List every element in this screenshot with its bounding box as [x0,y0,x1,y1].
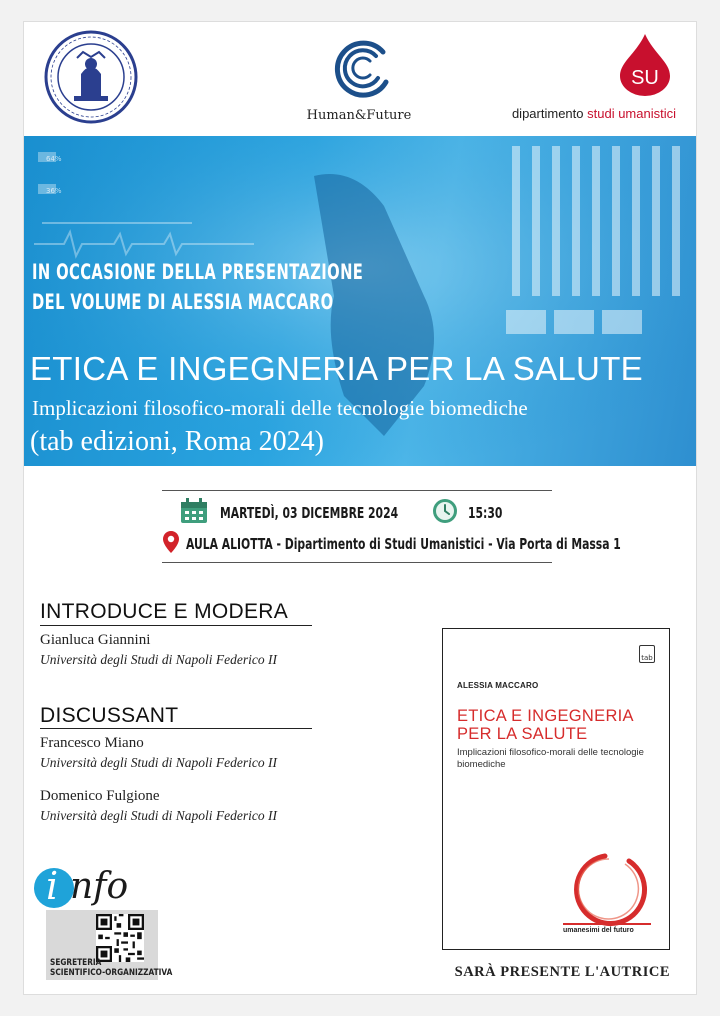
discussant-affiliation: Università degli Studi di Napoli Federico II [40,808,277,823]
info-letter: i [46,864,59,908]
info-caption [50,958,172,978]
introduce-rule [40,625,312,626]
info-panel [46,910,173,980]
book-subtitle: Implicazioni filosofico-morali delle tecnologie biomediche [457,747,644,770]
dipartimento-highlight: studi umanistici [587,106,676,121]
book-cover [442,628,670,950]
su-drop-icon [614,32,676,98]
hero-banner [24,136,696,466]
university-seal-icon [44,30,138,124]
location-pin-icon [162,530,180,554]
banner-line2: DEL VOLUME DI ALESSIA MACCARO [32,290,334,314]
introducer-name: Gianluca Giannini [40,632,151,648]
event-date: MARTEDÌ, 03 DICEMBRE 2024 [220,504,399,522]
human-future-logo [294,30,424,126]
banner-overlay-label: 36% [46,187,62,195]
banner-overlay-label: 64% [46,155,62,163]
enso-circle-icon [565,847,651,933]
dipartimento-prefix: dipartimento [511,106,584,121]
clock-icon [432,498,458,524]
banner-title: ETICA E INGEGNERIA PER LA SALUTE [30,350,643,387]
info-word: nfo [70,866,129,907]
discussant-name: Francesco Miano [40,735,144,751]
human-future-text: Human&Future [306,108,412,123]
book-title: ETICA E INGEGNERIA PER LA SALUTE [457,707,633,743]
date-bottom-rule [162,562,552,563]
event-place: AULA ALIOTTA - Dipartimento di Studi Umanistici - Via Porta di Massa 1 [186,535,621,553]
discussant-rule [40,728,312,729]
book-author: ALESSIA MACCARO [457,681,539,690]
author-presence-note: SARÀ PRESENTE L'AUTRICE [454,964,670,980]
info-block [34,864,174,982]
calendar-icon [180,498,208,524]
poster [24,22,696,994]
su-mark-text: SU [631,67,659,89]
banner-line1: IN OCCASIONE DELLA PRESENTAZIONE [32,260,364,284]
human-future-mark-icon [294,30,424,106]
tab-publisher-icon: tab [639,645,655,663]
banner-publisher: (tab edizioni, Roma 2024) [30,426,324,457]
qr-code-icon[interactable] [96,914,144,962]
date-top-rule [162,490,552,491]
banner-subtitle: Implicazioni filosofico-morali delle tecnologie biomediche [32,396,528,420]
discussant-affiliation: Università degli Studi di Napoli Federico II [40,755,277,770]
discussant-title: DISCUSSANT [40,704,179,727]
discussant-name: Domenico Fulgione [40,788,160,804]
book-series-bar [563,923,651,925]
event-time: 15:30 [468,504,503,522]
info-line1: SEGRETERIA [50,958,102,968]
dipartimento-logo [504,32,676,128]
introducer-affiliation: Università degli Studi di Napoli Federico II [40,652,277,667]
introduce-title: INTRODUCE E MODERA [40,600,289,623]
info-line2: SCIENTIFICO-ORGANIZZATIVA [50,968,173,978]
book-series: umanesimi del futuro [563,927,634,934]
dipartimento-text [512,106,676,121]
